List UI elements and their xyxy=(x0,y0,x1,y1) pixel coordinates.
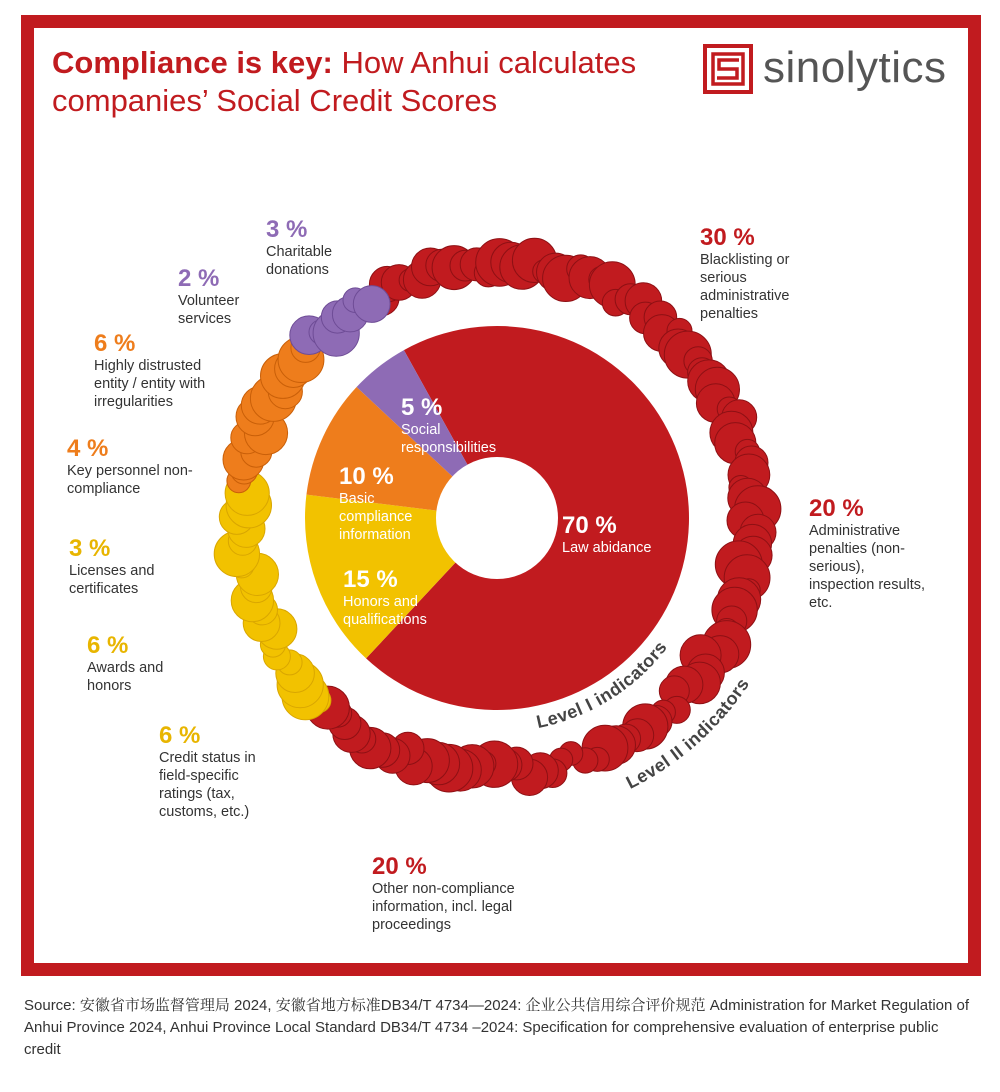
pct-volunteer: 2 % xyxy=(178,265,220,292)
pct-blacklisting: 30 % xyxy=(700,224,755,251)
text-admin-penalties: Administrative penalties (non-serious), inspection results, etc. xyxy=(809,523,926,611)
text-basic-compliance: Basic compliance information xyxy=(339,491,413,543)
label-other-noncompliance xyxy=(372,853,562,934)
text-social-responsibilities: Social responsibilities xyxy=(401,422,497,456)
pct-key-personnel: 4 % xyxy=(67,435,109,462)
label-charitable xyxy=(266,216,366,279)
label-blacklisting xyxy=(700,224,890,323)
pct-other-noncompliance: 20 % xyxy=(372,853,427,880)
text-awards: Awards and honors xyxy=(87,660,164,694)
text-credit-status: Credit status in field-specific ratings (tax, customs, etc.) xyxy=(159,750,256,820)
pct-honors: 15 % xyxy=(343,566,398,593)
label-admin-penalties xyxy=(809,495,959,612)
text-blacklisting: Blacklisting or serious administrative penalties xyxy=(700,252,790,322)
text-honors: Honors and qualifications xyxy=(343,594,427,628)
title-emphasis: Compliance is key: xyxy=(52,45,333,80)
label-credit-status xyxy=(159,722,289,821)
label-basic-compliance xyxy=(339,463,434,544)
label-key-personnel xyxy=(67,435,207,498)
level1-indicators-label-textpath: Level I indicators xyxy=(534,637,671,733)
level2-indicators-label-textpath: Level II indicators xyxy=(622,674,754,793)
label-volunteer xyxy=(178,265,268,328)
label-law-abidance xyxy=(562,512,682,557)
pct-admin-penalties: 20 % xyxy=(809,495,864,522)
pct-distrusted-entity: 6 % xyxy=(94,330,136,357)
text-distrusted-entity: Highly distrusted entity / entity with irregularities xyxy=(94,358,206,410)
label-distrusted-entity xyxy=(94,330,244,411)
pct-law-abidance: 70 % xyxy=(562,512,617,539)
pct-awards: 6 % xyxy=(87,632,129,659)
label-honors xyxy=(343,566,453,629)
text-law-abidance: Law abidance xyxy=(562,540,652,556)
label-licenses xyxy=(69,535,209,598)
source-note: Source: 安徽省市场监督管理局 2024, 安徽省地方标准DB34/T 4734—2024: 企业公共信用综合评价规范 Administration for Market Regulation of Anhui Province 2024, Anhui Province Local Standard DB34/T 4734 –2024: Specification for comprehensive evaluation of enterprise public credit xyxy=(24,997,970,1058)
text-charitable: Charitable donations xyxy=(266,244,333,278)
label-awards xyxy=(87,632,207,695)
title-rest: How Anhui calculates companies’ Social Credit Scores xyxy=(52,45,637,118)
pct-licenses: 3 % xyxy=(69,535,111,562)
pct-credit-status: 6 % xyxy=(159,722,201,749)
logo-text: sinolytics xyxy=(763,43,947,92)
pct-charitable: 3 % xyxy=(266,216,308,243)
text-other-noncompliance: Other non-compliance information, incl. legal proceedings xyxy=(372,881,515,933)
donut-hole xyxy=(436,457,558,579)
bubble-charitable-donations xyxy=(353,286,390,323)
pct-social-responsibilities: 5 % xyxy=(401,394,443,421)
label-social-responsibilities xyxy=(401,394,521,457)
text-key-personnel: Key personnel non-compliance xyxy=(67,463,193,497)
text-licenses: Licenses and certificates xyxy=(69,563,155,597)
text-volunteer: Volunteer services xyxy=(178,293,240,327)
pct-basic-compliance: 10 % xyxy=(339,463,394,490)
